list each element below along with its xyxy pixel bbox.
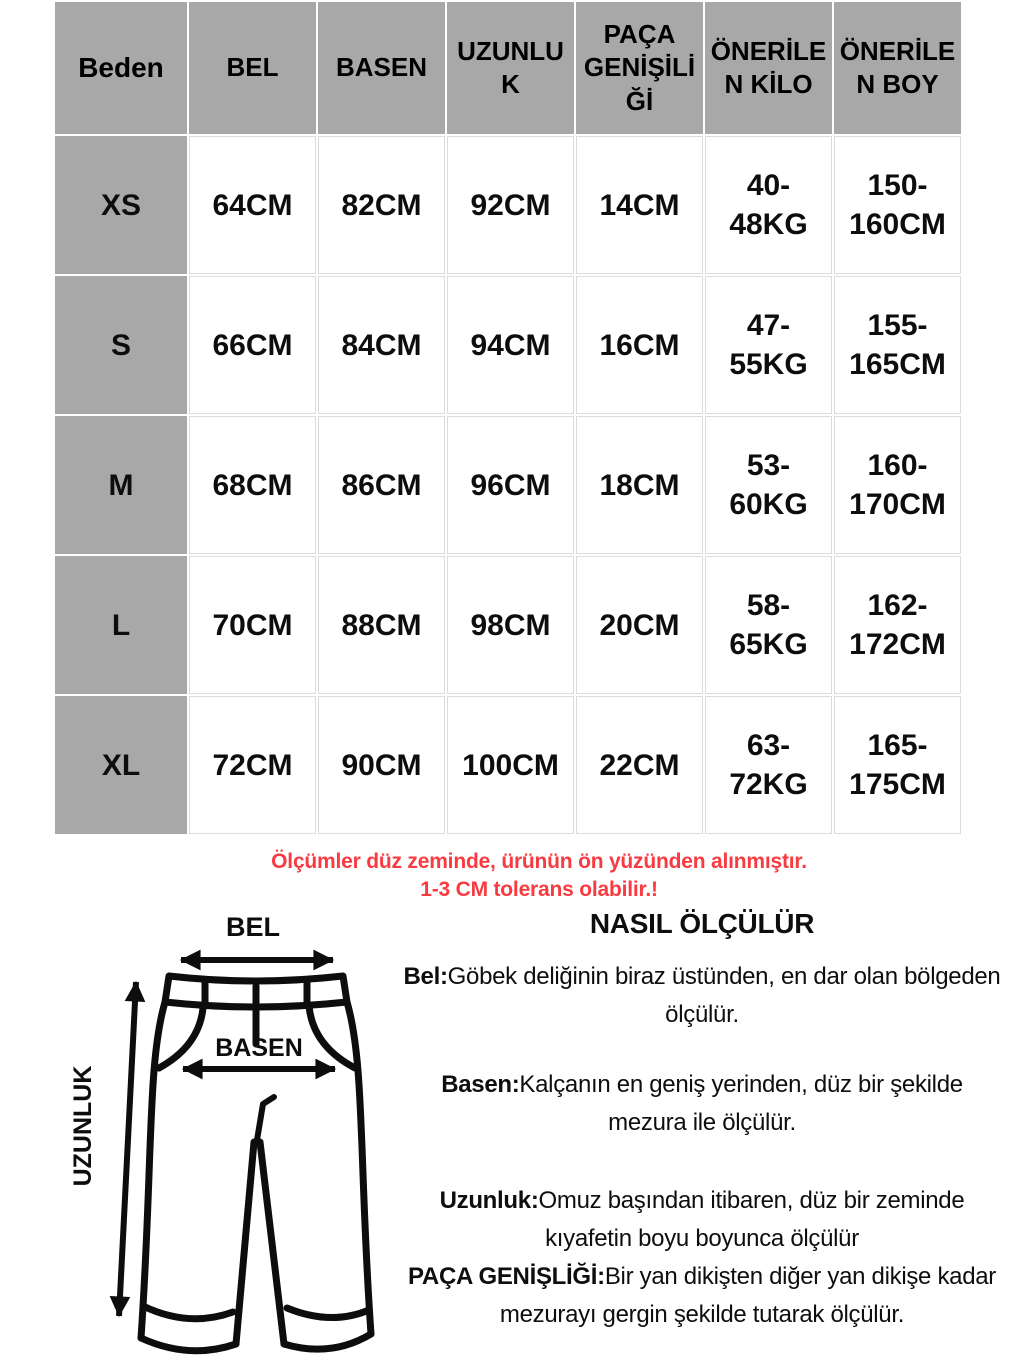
kilo-cell: 63-72KG xyxy=(705,696,832,834)
bel-cell: 68CM xyxy=(189,416,316,554)
how-to-measure-title: NASIL ÖLÇÜLÜR xyxy=(589,908,815,939)
header-basen: BASEN xyxy=(318,2,445,134)
how-to-measure-text xyxy=(402,908,1002,1334)
measure-item-label: PAÇA GENİŞLİĞİ: xyxy=(407,1263,605,1290)
measure-item-text: Omuz başından itibaren, düz bir zeminde kıyafetin boyu boyunca ölçülür xyxy=(538,1187,965,1252)
size-cell: XS xyxy=(55,136,187,274)
basen-label: BASEN xyxy=(215,1034,303,1062)
size-table xyxy=(53,0,963,836)
uzunluk-cell: 94CM xyxy=(447,276,574,414)
how-to-measure-section xyxy=(0,904,1020,1360)
measure-item-paca xyxy=(402,1258,1002,1334)
measurement-note-line1: Ölçümler düz zeminde, ürünün ön yüzünden alınmıştır. xyxy=(271,850,807,873)
measure-item-bel xyxy=(402,958,1002,1034)
pants-outline xyxy=(141,976,371,1351)
size-cell: XL xyxy=(55,696,187,834)
kilo-cell: 53-60KG xyxy=(705,416,832,554)
measure-item-text: Bir yan dikişten diğer yan dikişe kadar mezurayı gergin şekilde tutarak ölçülür. xyxy=(499,1263,996,1328)
measure-item-label: Basen: xyxy=(441,1071,520,1098)
bel-label: BEL xyxy=(226,912,280,942)
bel-cell: 70CM xyxy=(189,556,316,694)
basen-cell: 84CM xyxy=(318,276,445,414)
paca-cell: 14CM xyxy=(576,136,703,274)
size-cell: L xyxy=(55,556,187,694)
uzunluk-cell: 92CM xyxy=(447,136,574,274)
measurement-note-line2: 1-3 CM tolerans olabilir.! xyxy=(420,878,658,901)
measure-item-label: Bel: xyxy=(403,963,448,990)
uzunluk-cell: 98CM xyxy=(447,556,574,694)
basen-cell: 88CM xyxy=(318,556,445,694)
paca-cell: 18CM xyxy=(576,416,703,554)
measure-item-uzunluk xyxy=(402,1182,1002,1258)
paca-cell: 22CM xyxy=(576,696,703,834)
header-uzunluk: UZUNLUK xyxy=(447,2,574,134)
measure-item-label: Uzunluk: xyxy=(439,1187,539,1214)
kilo-cell: 58-65KG xyxy=(705,556,832,694)
header-beden: Beden xyxy=(55,2,187,134)
measure-item-basen xyxy=(402,1066,1002,1142)
header-onerilen-boy: ÖNERİLEN BOY xyxy=(834,2,961,134)
measurement-note xyxy=(0,848,1020,904)
bel-cell: 64CM xyxy=(189,136,316,274)
basen-cell: 82CM xyxy=(318,136,445,274)
table-row-xl xyxy=(55,696,961,834)
measure-item-text: Göbek deliğinin biraz üstünden, en dar olan bölgeden ölçülür. xyxy=(447,963,1001,1028)
table-row-s xyxy=(55,276,961,414)
measure-item-text: Kalçanın en geniş yerinden, düz bir şekilde mezura ile ölçülür. xyxy=(519,1071,963,1136)
kilo-cell: 47-55KG xyxy=(705,276,832,414)
boy-cell: 162-172CM xyxy=(834,556,961,694)
uzunluk-label: UZUNLUK xyxy=(69,1065,97,1187)
uzunluk-length-arrow xyxy=(119,982,136,1316)
uzunluk-cell: 96CM xyxy=(447,416,574,554)
boy-cell: 165-175CM xyxy=(834,696,961,834)
table-row-l xyxy=(55,556,961,694)
boy-cell: 155-165CM xyxy=(834,276,961,414)
header-onerilen-kilo: ÖNERİLEN KİLO xyxy=(705,2,832,134)
table-row-xs xyxy=(55,136,961,274)
size-cell: S xyxy=(55,276,187,414)
paca-cell: 20CM xyxy=(576,556,703,694)
pants-diagram xyxy=(55,904,400,1360)
bel-cell: 72CM xyxy=(189,696,316,834)
paca-cell: 16CM xyxy=(576,276,703,414)
kilo-cell: 40-48KG xyxy=(705,136,832,274)
size-cell: M xyxy=(55,416,187,554)
basen-cell: 86CM xyxy=(318,416,445,554)
uzunluk-cell: 100CM xyxy=(447,696,574,834)
table-row-m xyxy=(55,416,961,554)
bel-cell: 66CM xyxy=(189,276,316,414)
boy-cell: 150-160CM xyxy=(834,136,961,274)
boy-cell: 160-170CM xyxy=(834,416,961,554)
header-paca-genisligi: PAÇA GENİŞİLİĞİ xyxy=(576,2,703,134)
header-bel: BEL xyxy=(189,2,316,134)
basen-cell: 90CM xyxy=(318,696,445,834)
table-header-row xyxy=(55,2,961,134)
